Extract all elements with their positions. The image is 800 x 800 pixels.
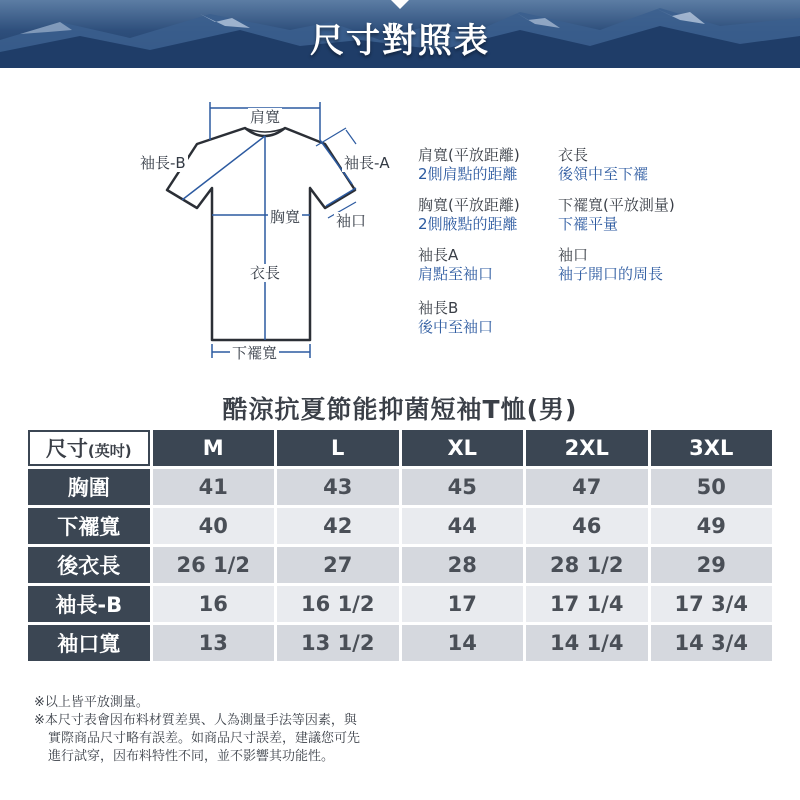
legend-term: 袖口 xyxy=(558,246,589,264)
size-header-l: L xyxy=(277,430,399,466)
size-header-m: M xyxy=(153,430,275,466)
label-length: 衣長 xyxy=(250,264,281,282)
table-cell: 47 xyxy=(526,469,648,505)
legend-desc: 肩點至袖口 xyxy=(418,265,494,283)
table-row xyxy=(28,469,772,505)
legend-desc: 後領中至下襬 xyxy=(558,165,649,183)
banner-notch xyxy=(391,0,409,9)
legend-term: 衣長 xyxy=(558,146,589,164)
table-cell: 41 xyxy=(153,469,275,505)
legend-item-chest xyxy=(418,196,568,234)
row-label: 胸圍 xyxy=(28,469,150,505)
label-shoulder: 肩寬 xyxy=(250,108,281,126)
legend-term: 肩寬(平放距離) xyxy=(418,146,520,164)
table-cell: 13 1/2 xyxy=(277,625,399,661)
size-header-3xl: 3XL xyxy=(651,430,773,466)
table-row xyxy=(28,625,772,661)
legend-desc: 下襬平量 xyxy=(558,215,619,233)
table-cell: 45 xyxy=(402,469,524,505)
label-sleeve-b: 袖長-B xyxy=(140,154,186,172)
table-cell: 16 1/2 xyxy=(277,586,399,622)
legend-desc: 後中至袖口 xyxy=(418,318,494,336)
table-cell: 14 xyxy=(402,625,524,661)
legend-item-sleeve-a xyxy=(418,246,568,284)
note-line: ※本尺寸表會因布料材質差異、人為測量手法等因素，與 xyxy=(34,713,357,728)
legend-item-hem xyxy=(558,196,708,234)
table-cell: 26 1/2 xyxy=(153,547,275,583)
note-line: 進行試穿，因布料特性不同，並不影響其功能性。 xyxy=(48,749,335,764)
measurement-legend xyxy=(418,146,778,346)
table-cell: 13 xyxy=(153,625,275,661)
footnotes xyxy=(34,694,434,766)
tshirt-outline-icon xyxy=(120,100,420,370)
corner-label: 尺寸 xyxy=(45,437,88,461)
legend-term: 袖長A xyxy=(418,246,459,264)
table-cell: 17 xyxy=(402,586,524,622)
row-label: 後衣長 xyxy=(28,547,150,583)
table-cell: 46 xyxy=(526,508,648,544)
table-cell: 28 1/2 xyxy=(526,547,648,583)
header-banner xyxy=(0,0,800,68)
table-cell: 28 xyxy=(402,547,524,583)
legend-desc: 2側腋點的距離 xyxy=(418,215,518,233)
table-cell: 40 xyxy=(153,508,275,544)
legend-item-sleeve-b xyxy=(418,299,568,337)
table-cell: 44 xyxy=(402,508,524,544)
product-title: 酷涼抗夏節能抑菌短袖T恤(男) xyxy=(222,395,578,424)
table-cell: 29 xyxy=(651,547,773,583)
table-cell: 16 xyxy=(153,586,275,622)
legend-term: 胸寬(平放距離) xyxy=(418,196,520,214)
note-line: ※以上皆平放測量。 xyxy=(34,695,149,710)
page-title: 尺寸對照表 xyxy=(310,21,490,61)
tshirt-measurement-diagram xyxy=(120,100,420,370)
table-cell: 42 xyxy=(277,508,399,544)
size-header-xl: XL xyxy=(402,430,524,466)
row-label: 袖口寬 xyxy=(28,625,150,661)
corner-unit: (英吋) xyxy=(87,442,132,460)
row-label: 下襬寬 xyxy=(28,508,150,544)
legend-term: 下襬寬(平放測量) xyxy=(558,196,675,214)
table-cell: 14 1/4 xyxy=(526,625,648,661)
legend-item-cuff xyxy=(558,246,708,284)
legend-item-length xyxy=(558,146,708,184)
legend-item-shoulder xyxy=(418,146,568,184)
table-cell: 17 3/4 xyxy=(651,586,773,622)
label-sleeve-a: 袖長-A xyxy=(344,154,390,172)
table-corner-cell xyxy=(28,430,150,466)
table-cell: 43 xyxy=(277,469,399,505)
legend-term: 袖長B xyxy=(418,299,459,317)
table-cell: 27 xyxy=(277,547,399,583)
label-chest: 胸寬 xyxy=(270,208,301,226)
table-cell: 50 xyxy=(651,469,773,505)
legend-desc: 袖子開口的周長 xyxy=(558,265,664,283)
label-cuff: 袖口 xyxy=(336,212,367,230)
table-row xyxy=(28,586,772,622)
table-cell: 17 1/4 xyxy=(526,586,648,622)
table-header-row xyxy=(28,430,772,466)
table-row xyxy=(28,547,772,583)
label-hem: 下襬寬 xyxy=(232,344,278,362)
row-label: 袖長-B xyxy=(28,586,150,622)
note-line: 實際商品尺寸略有誤差。如商品尺寸誤差，建議您可先 xyxy=(48,731,361,746)
table-cell: 49 xyxy=(651,508,773,544)
size-table xyxy=(25,427,775,664)
table-row xyxy=(28,508,772,544)
table-cell: 14 3/4 xyxy=(651,625,773,661)
legend-desc: 2側肩點的距離 xyxy=(418,165,518,183)
size-header-2xl: 2XL xyxy=(526,430,648,466)
